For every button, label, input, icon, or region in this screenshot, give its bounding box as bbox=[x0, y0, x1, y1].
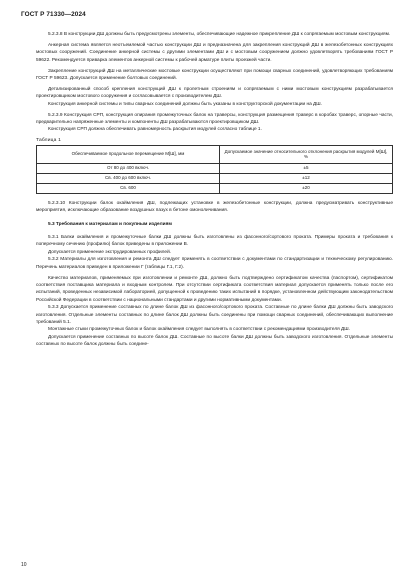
document-header: ГОСТ Р 71330—2024 bbox=[21, 11, 86, 18]
table-row bbox=[37, 163, 393, 173]
paragraph: 5.2.3.9 Конструкция СРП, конструкция опирания промежуточных балок на траверсы, конструкция размещения траверс в коробах траверс, опорные части, предварительно напряженные элементы и компоненты ДШ разрабатываются проектировщиком ДШ. bbox=[36, 112, 393, 126]
paragraph: Монтажные стыки промежуточных балок и балок окаймления следует выполнять в соответствии с рекомендациями производителя ДШ. bbox=[48, 327, 350, 333]
table-caption: Таблица 1 bbox=[36, 138, 62, 144]
table-cell: ±20 bbox=[220, 183, 393, 193]
paragraph: Конструкция анкерной системы и типы сварных соединений должны быть указаны в конструкторской документации на ДШ. bbox=[48, 101, 322, 107]
table-header-row bbox=[37, 145, 393, 163]
section-heading: 5.3 Требования к материалам и покупным изделиям bbox=[48, 221, 172, 227]
tolerance-table bbox=[36, 145, 393, 194]
paragraph: Допускается применение составных по высоте балок ДШ. Составные по высоте балки ДШ должны быть заводского изготовления. Отдельные элементы составных по высоте балок должны быть соедине- bbox=[36, 334, 393, 348]
document-body bbox=[36, 31, 393, 349]
table-cell: Св. 400 до 600 включ. bbox=[37, 173, 220, 183]
table-cell: Св. 600 bbox=[37, 183, 220, 193]
paragraph: Конструкция СРП должна обеспечивать равномерность раскрытия модулей согласно таблице 1. bbox=[48, 127, 262, 133]
paragraph: Допускается применение экструдированных профилей. bbox=[48, 249, 172, 255]
table-header-cell: Допускаемое значение относительного отклонения раскрытия модулей M[Ш], % bbox=[220, 145, 393, 163]
paragraph: 5.3.3 Допускается применение составных по длине балок ДШ из фасонного/сортового проката. Составные по длине балки ДШ должны быть заводского изготовления. Отдельные элементы составных по длине балок ДШ должны быть соединены при помощи сварных соединений, обеспечивающих выполнение требований 5.1. bbox=[36, 305, 393, 325]
table-cell: От 80 до 400 включ. bbox=[37, 163, 220, 173]
paragraph: Закрепление конструкций ДШ на металлические мостовые конструкции осуществляют при помощи сварных соединений, удовлетворяющих требованиям ГОСТ Р 59623. Допускается применение болтовых соединений. bbox=[36, 68, 393, 82]
table-cell: ±12 bbox=[220, 173, 393, 183]
page-number: 10 bbox=[21, 562, 27, 568]
paragraph: 5.2.3.10 Конструкции балок окаймления ДШ, подлежащих установке в железобетонные конструкции, должна предусматривать конструктивные мероприятия, исключающие образование воздушных пазух в бетоне омоноличивания. bbox=[36, 200, 393, 214]
paragraph: Качество материалов, применяемых при изготовлении и ремонте ДШ, должно быть подтверждено сертификатом качества (паспортом), сертификатом соответствия поставщика материала и входным контролем. При отсутствии сертификата соответствия материал допускается применять только после его испытаний, проведенных независимой лабораторией, допущенной к проведению таких испытаний в порядке, установленном действующим законодательством Российской Федерации в соответствии с национальными стандартами и другими нормативными документами. bbox=[36, 275, 393, 303]
paragraph: Детализированный способ крепления конструкций ДШ к пролетным строениям и сопрягаемым с ними мостовым конструкциям разрабатывается проектировщиком мостового сооружения и согласовывается с производителем ДШ. bbox=[36, 86, 393, 100]
table-row bbox=[37, 173, 393, 183]
table-cell: ±5 bbox=[220, 163, 393, 173]
paragraph: 5.3.1 Балки окаймления и промежуточные балки ДШ должны быть изготовлены из фасонного/сортового проката. Примеры проката и требования к поперечному сечению (профилю) балок приведены в приложении В. bbox=[36, 235, 393, 248]
paragraph: 5.3.2 Материалы для изготовления и ремонта ДШ следует применять в соответствии с документами по стандартизации и техническому регулированию. Перечень материалов приведен в приложении Г (таблицы Г.1, Г.2). bbox=[36, 257, 393, 270]
paragraph: 5.2.3.8 В конструкции ДШ должны быть предусмотрены элементы, обеспечивающие надежное прикрепление ДШ к сопрягаемым мостовым конструкциям. bbox=[48, 32, 391, 37]
table-header-cell: Обеспечиваемое продольное перемещение M[Ш], мм bbox=[37, 145, 220, 163]
paragraph: Анкерная система является неотъемлемой частью конструкции ДШ и предназначена для закрепления конструкций ДШ в железобетонных конструкциях мостовых сооружений. Соединение анкерной системы с другими элементами ДШ и с мостовым сооружением должно удовлетворять требованиям ГОСТ Р 59622. Рекомендуется приварка элементов анкерной системы к рабочей арматуре плиты проезжей части. bbox=[36, 42, 393, 63]
table-row bbox=[37, 183, 393, 193]
